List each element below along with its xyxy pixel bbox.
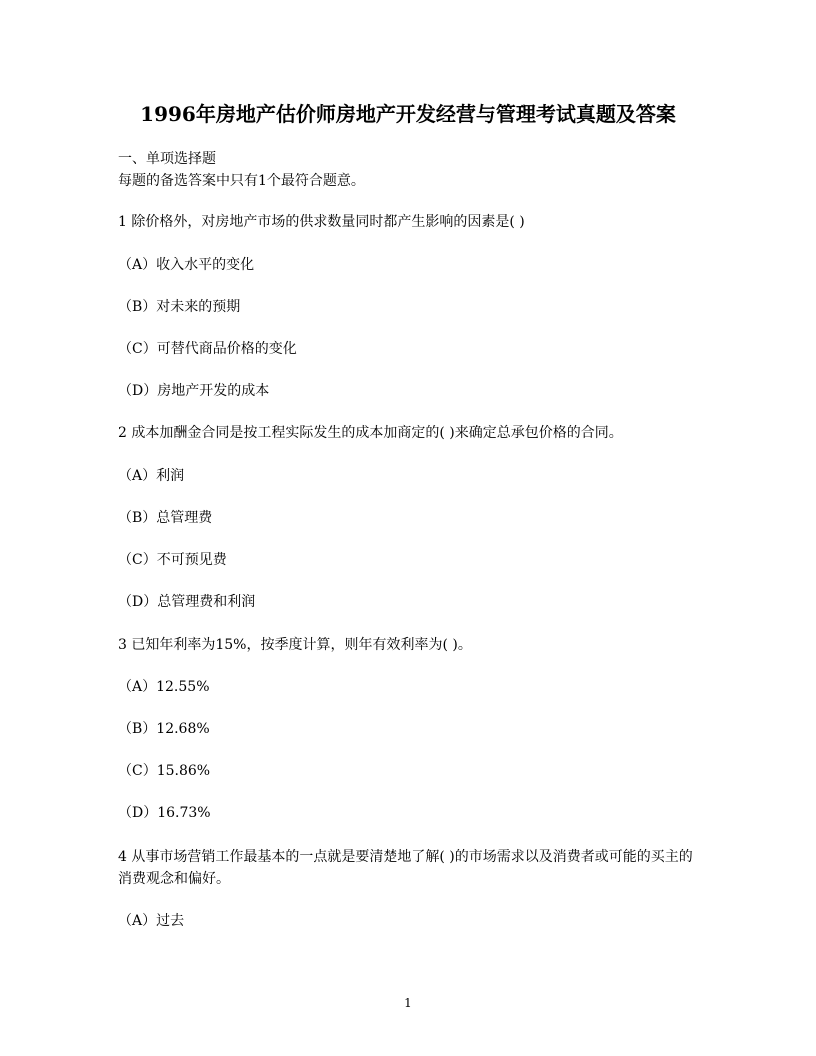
answer-option: （B）总管理费 bbox=[118, 510, 213, 526]
answer-option: （D）房地产开发的成本 bbox=[118, 383, 270, 399]
section-heading: 一、单项选择题 bbox=[118, 151, 216, 167]
answer-option: （B）对未来的预期 bbox=[118, 299, 241, 315]
answer-option: （C）不可预见费 bbox=[118, 552, 227, 568]
answer-option: （D）总管理费和利润 bbox=[118, 594, 256, 610]
answer-option: （A）利润 bbox=[118, 468, 185, 484]
question-stem: 1 除价格外，对房地产市场的供求数量同时都产生影响的因素是( ) bbox=[118, 214, 525, 230]
page-number: 1 bbox=[404, 996, 412, 1010]
question-stem: 3 已知年利率为15%，按季度计算，则年有效利率为( )。 bbox=[118, 637, 472, 653]
question-stem: 2 成本加酬金合同是按工程实际发生的成本加商定的( )来确定总承包价格的合同。 bbox=[118, 425, 623, 441]
answer-option: （C）可替代商品价格的变化 bbox=[118, 341, 297, 357]
answer-option: （A）过去 bbox=[118, 913, 185, 929]
answer-option: （A）收入水平的变化 bbox=[118, 257, 255, 273]
question-stem: 4 从事市场营销工作最基本的一点就是要清楚地了解( )的市场需求以及消费者或可能的买主的消费观念和偏好。 bbox=[118, 849, 693, 887]
answer-option: （B）12.68% bbox=[118, 721, 210, 737]
instructions-text: 每题的备选答案中只有1个最符合题意。 bbox=[118, 173, 365, 189]
answer-option: （A）12.55% bbox=[118, 679, 210, 695]
answer-option: （C）15.86% bbox=[118, 763, 211, 779]
answer-option: （D）16.73% bbox=[118, 805, 211, 821]
page-title: 1996年房地产估价师房地产开发经营与管理考试真题及答案 bbox=[140, 102, 676, 126]
